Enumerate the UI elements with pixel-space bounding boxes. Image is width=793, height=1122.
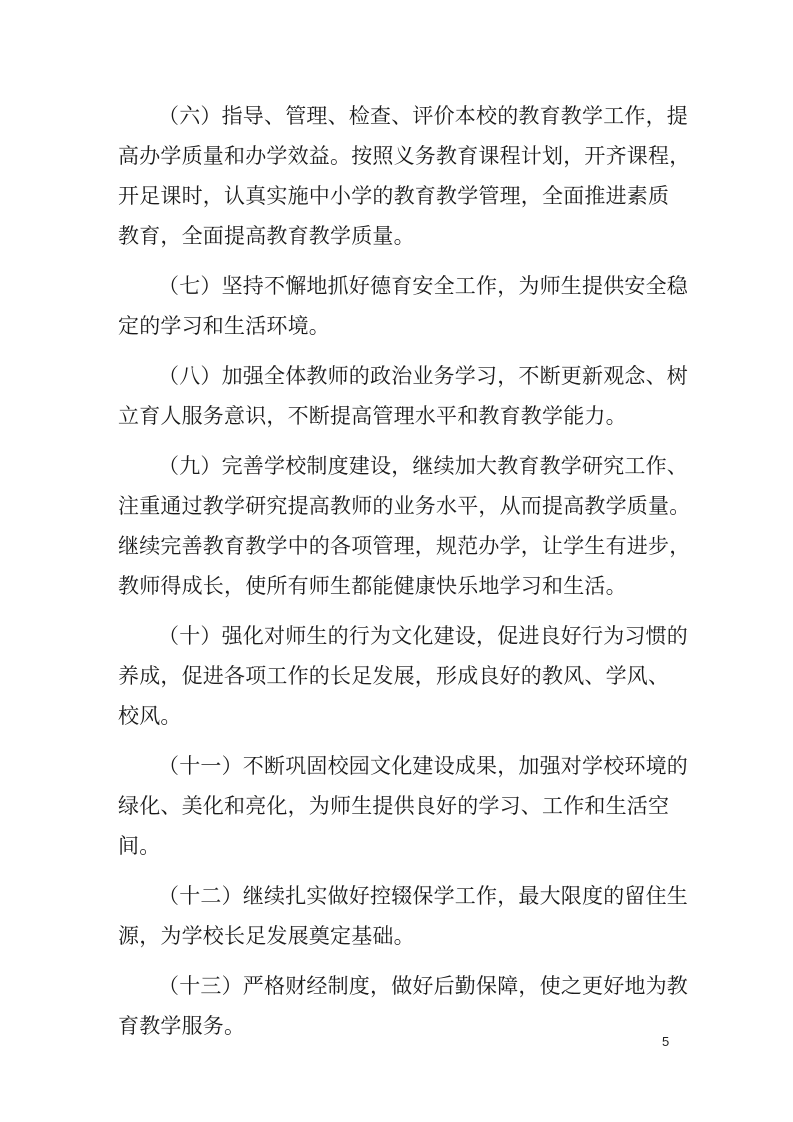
text-line: 继续完善教育教学中的各项管理，规范办学，让学生有进步， [118,534,691,558]
text-line: （七）坚持不懈地抓好德育安全工作，为师生提供安全稳 [158,274,688,298]
document-body [118,96,691,1046]
paragraph-6 [118,96,691,256]
paragraph-10 [118,616,688,736]
paragraph-11 [118,746,688,866]
paragraph-8 [118,356,688,436]
text-line: 教育，全面提高教育教学质量。 [118,224,415,248]
text-line: （十二）继续扎实做好控辍保学工作，最大限度的留住生 [158,884,688,908]
text-line: 开足课时，认真实施中小学的教育教学管理，全面推进素质 [118,184,670,208]
paragraph-12 [118,876,688,956]
text-line: （六）指导、管理、检查、评价本校的教育教学工作，提 [158,104,688,128]
text-line: 养成，促进各项工作的长足发展，形成良好的教风、学风、 [118,664,670,688]
text-line: （十一）不断巩固校园文化建设成果，加强对学校环境的 [158,754,688,778]
text-line: 育教学服务。 [118,1014,246,1038]
text-line: （十）强化对师生的行为文化建设，促进良好行为习惯的 [158,624,688,648]
page-number: 5 [662,1034,670,1049]
text-line: 立育人服务意识，不断提高管理水平和教育教学能力。 [118,404,627,428]
text-line: 校风。 [118,704,182,728]
paragraph-9 [118,446,691,606]
text-line: 绿化、美化和亮化，为师生提供良好的学习、工作和生活空 [118,794,670,818]
text-line: 高办学质量和办学效益。按照义务教育课程计划，开齐课程， [118,144,691,168]
text-line: （九）完善学校制度建设，继续加大教育教学研究工作、 [158,454,688,478]
text-line: 定的学习和生活环境。 [118,314,330,338]
text-line: 教师得成长，使所有师生都能健康快乐地学习和生活。 [118,574,627,598]
text-line: （十三）严格财经制度，做好后勤保障，使之更好地为教 [158,974,688,998]
paragraph-13 [118,966,688,1046]
text-line: 注重通过教学研究提高教师的业务水平，从而提高教学质量。 [118,494,691,518]
text-line: 源，为学校长足发展奠定基础。 [118,924,415,948]
paragraph-7 [118,266,688,346]
text-line: 间。 [118,834,161,858]
text-line: （八）加强全体教师的政治业务学习，不断更新观念、树 [158,364,688,388]
